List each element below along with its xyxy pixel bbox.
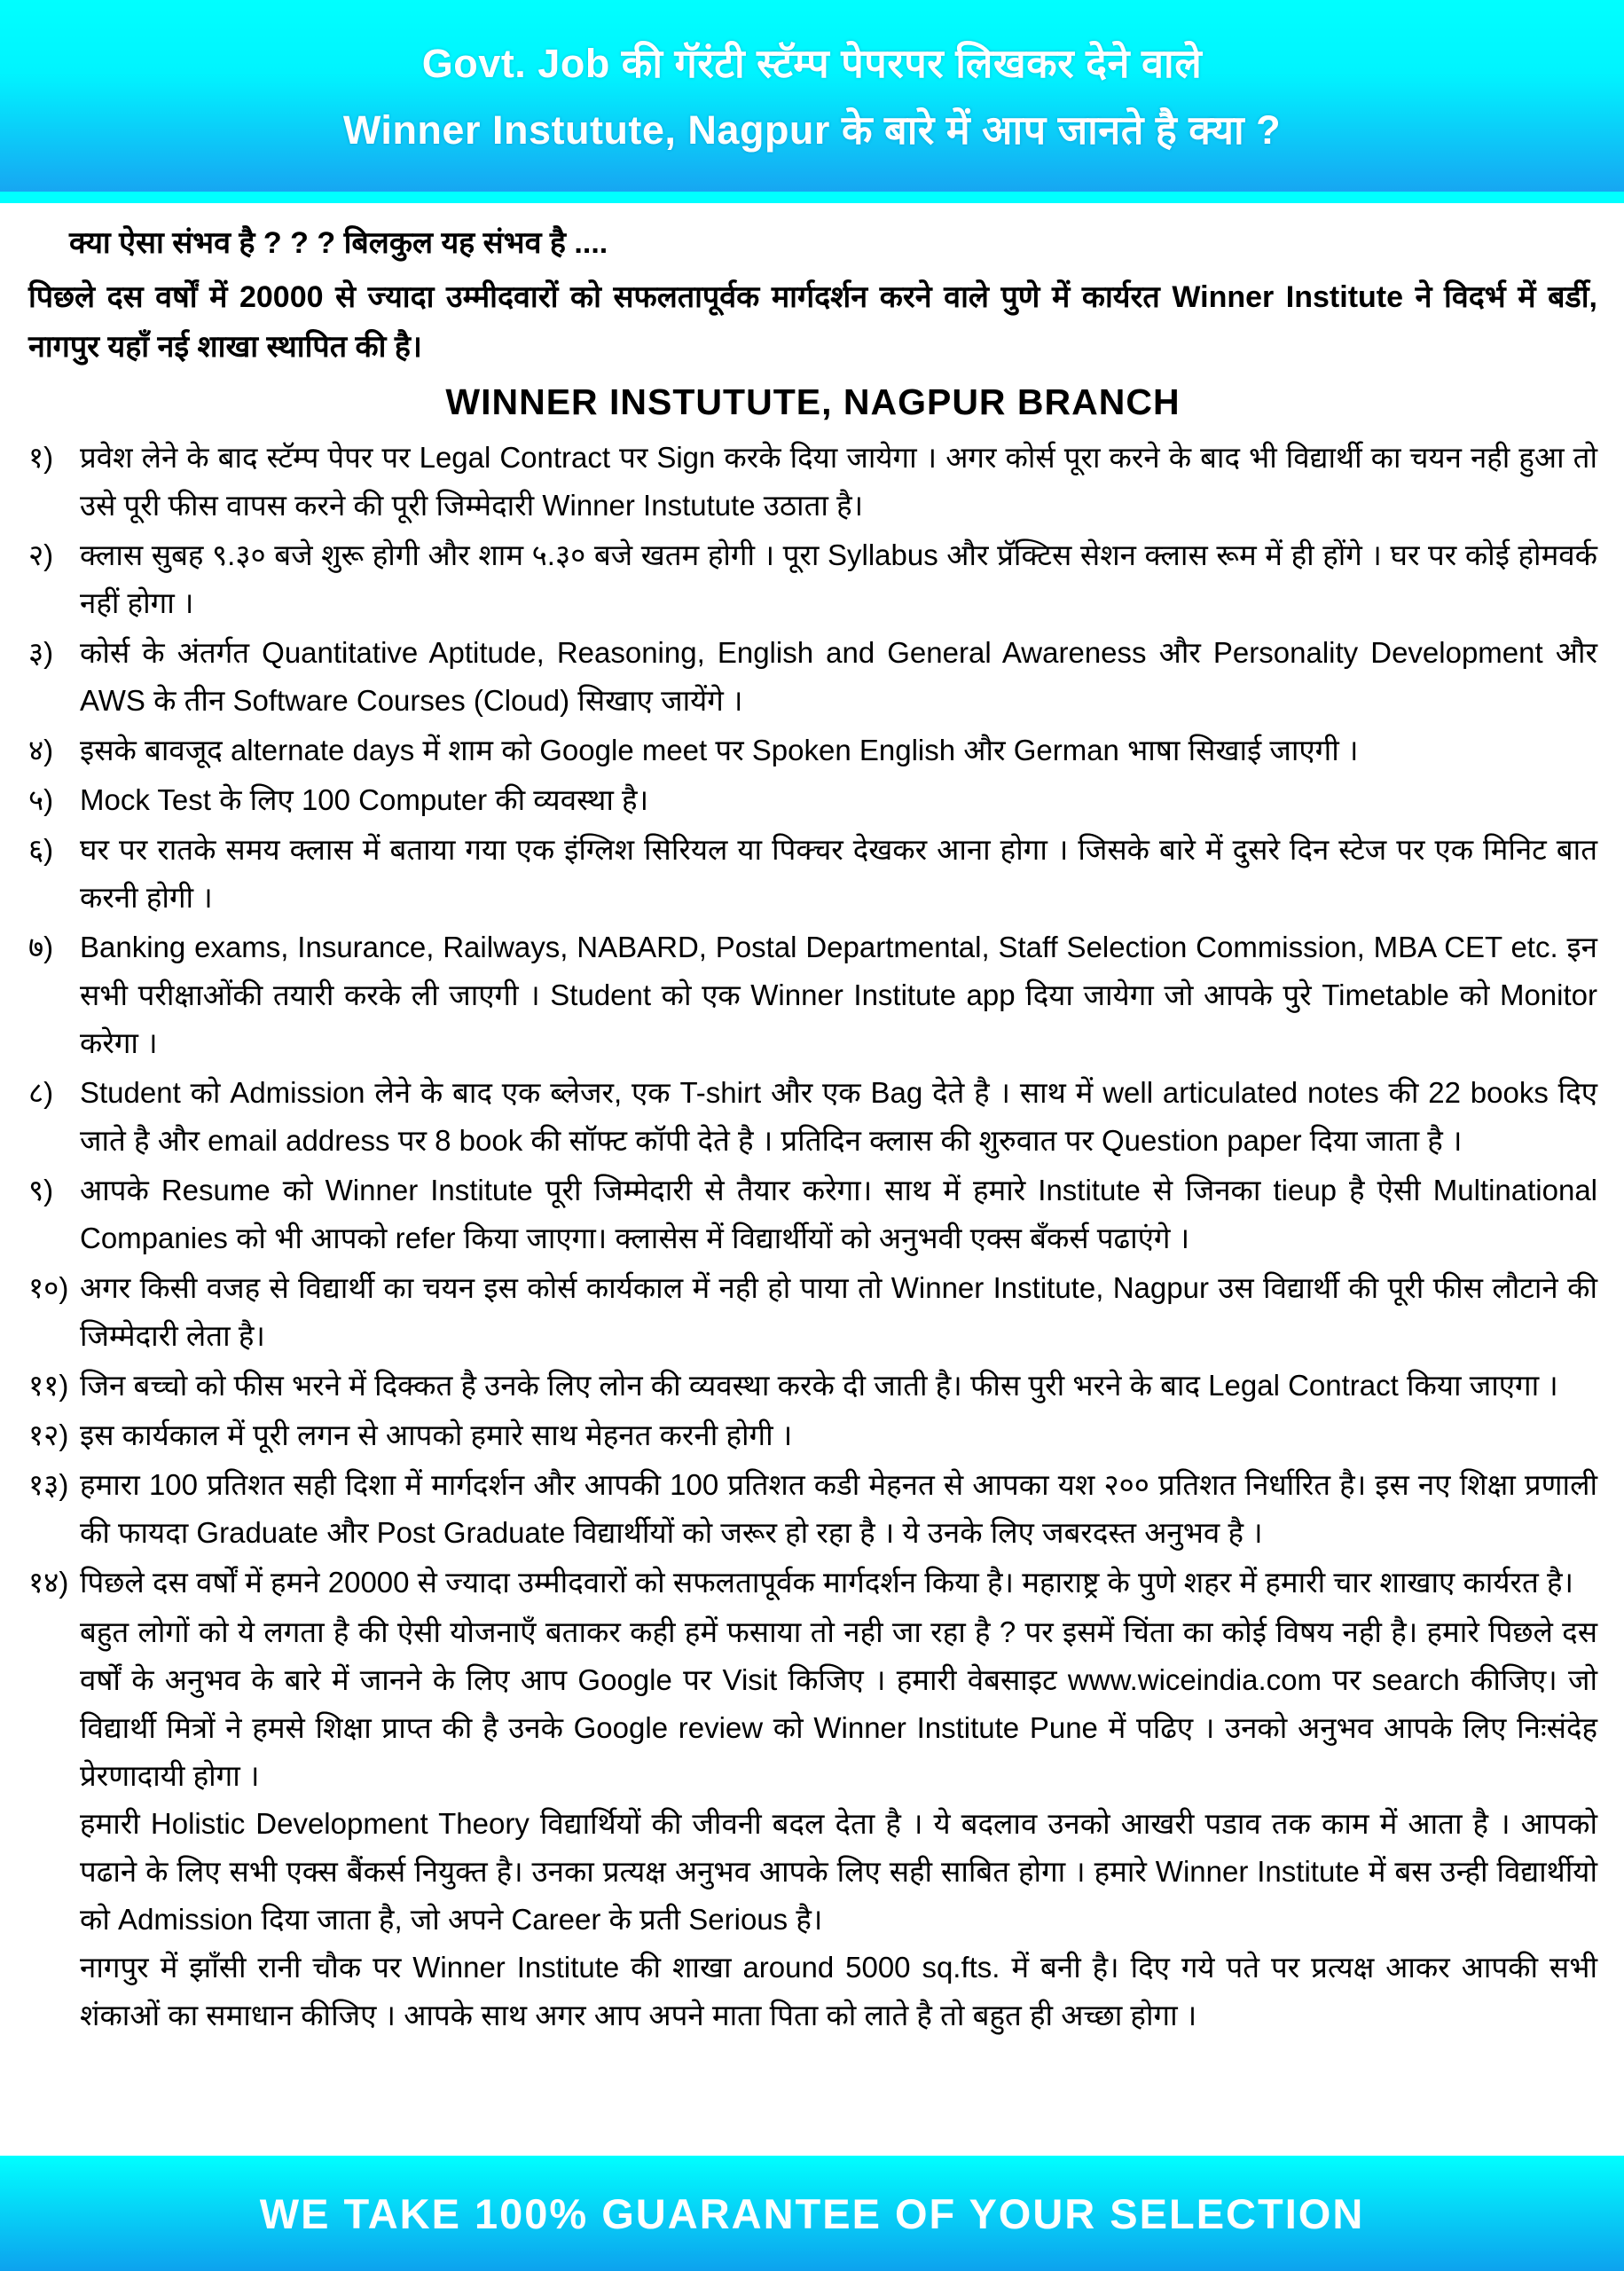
list-item — [28, 434, 1597, 530]
closing-paragraph: नागपुर में झाँसी रानी चौक पर Winner Institute की शाखा around 5000 sq.fts. में बनी है। दिए गये पते पर प्रत्यक्ष आकर आपकी सभी शंकाओं का समाधान कीजिए । आपके साथ अगर आप अपने माता पिता को लाते है तो बहुत ही अच्छा होगा । — [80, 1951, 1597, 2031]
intro-question: क्या ऐसा संभव है ? ? ? बिलकुल यह संभव है .... — [69, 226, 608, 260]
list-item-text: क्लास सुबह ९.३० बजे शुरू होगी और शाम ५.३० बजे खतम होगी । पूरा Syllabus और प्रॅक्टिस सेशन क्लास रूम में ही होंगे । घर पर कोई होमवर्क नहीं होगा । — [80, 538, 1597, 619]
list-item-number: १४) — [28, 1566, 69, 1599]
list-item-number: २) — [28, 538, 54, 571]
list-item — [28, 776, 1597, 824]
list-item-text: इसके बावजूद alternate days में शाम को Google meet पर Spoken English और German भाषा सिखाई जाएगी । — [80, 734, 1359, 766]
list-item — [28, 629, 1597, 725]
list-item-text: Banking exams, Insurance, Railways, NABARD, Postal Departmental, Staff Selection Commission, MBA CET etc. इन सभी परीक्षाओंकी तयारी करके ली जाएगी । Student को एक Winner Institute app दिया जायेगा जो आपके पुरे Timetable को Monitor करेगा । — [80, 931, 1597, 1059]
divider-strip — [0, 192, 1624, 203]
list-item — [28, 531, 1597, 627]
list-item-number: ९) — [28, 1174, 54, 1206]
list-item-text: घर पर रातके समय क्लास में बताया गया एक इंग्लिश सिरियल या पिक्चर देखकर आना होगा । जिसके बारे में दुसरे दिन स्टेज पर एक मिनिट बात करनी होगी । — [80, 833, 1597, 914]
list-item-number: १३) — [28, 1468, 69, 1501]
list-item-number: ७) — [28, 931, 54, 963]
list-item — [28, 923, 1597, 1067]
list-item — [28, 727, 1597, 774]
intro-paragraph: पिछले दस वर्षों में 20000 से ज्यादा उम्मीदवारों को सफलतापूर्वक मार्गदर्शन करने वाले पुणे में कार्यरत Winner Institute ने विदर्भ में बर्डी, नागपुर यहाँ नई शाखा स्थापित की है। — [28, 280, 1597, 364]
banner-title-line2: Winner Instutute, Nagpur के बारे में आप जानते है क्या ? — [342, 107, 1282, 153]
guarantee-slogan: WE TAKE 100% GUARANTEE OF YOUR SELECTION — [259, 2189, 1365, 2237]
closing-paragraph: बहुत लोगों को ये लगता है की ऐसी योजनाएँ बताकर कही हमें फसाया तो नही जा रहा है ? पर इसमें चिंता का कोई विषय नही है। हमारे पिछले दस वर्षों के अनुभव के बारे में जानने के लिए आप Google पर Visit किजिए । हमारी वेबसाइट www.wiceindia.com पर search कीजिए। जो विद्यार्थी मित्रों ने हमसे शिक्षा प्राप्त की है उनके Google review को Winner Institute Pune में पढिए । उनको अनुभव आपके लिए निःसंदेह प्रेरणादायी होगा । — [80, 1615, 1597, 1792]
list-item-text: कोर्स के अंतर्गत Quantitative Aptitude, Reasoning, English and General Awareness और Personality Development और AWS के तीन Software Courses (Cloud) सिखाए जायेंगे । — [80, 636, 1597, 717]
list-item-number: ४) — [28, 734, 54, 766]
numbered-list — [28, 434, 1597, 1607]
list-item — [28, 1559, 1597, 1607]
bottom-banner — [0, 2156, 1624, 2271]
list-item-text: इस कार्यकाल में पूरी लगन से आपको हमारे साथ मेहनत करनी होगी । — [80, 1418, 793, 1451]
top-banner — [0, 0, 1624, 192]
list-item — [28, 1461, 1597, 1557]
closing-paragraph: हमारी Holistic Development Theory विद्यार्थियों की जीवनी बदल देता है । ये बदलाव उनको आखरी पडाव तक काम में आता है । आपको पढाने के लिए सभी एक्स बैंकर्स नियुक्त है। उनका प्रत्यक्ष अनुभव आपके लिए सही साबित होगा । हमारे Winner Institute में बस उन्ही विद्यार्थीयो को Admission दिया जाता है, जो अपने Career के प्रती Serious है। — [80, 1807, 1597, 1936]
list-item-number: १०) — [28, 1271, 69, 1304]
list-item-text: Student को Admission लेने के बाद एक ब्लेजर, एक T-shirt और एक Bag देते है । साथ में well articulated notes की 22 books दिए जाते है और email address पर 8 book की सॉफ्ट कॉपी देते है । प्रतिदिन क्लास की शुरुवात पर Question paper दिया जाता है । — [80, 1076, 1597, 1157]
list-item-text: Mock Test के लिए 100 Computer की व्यवस्था है। — [80, 783, 649, 816]
list-item-number: १) — [28, 441, 54, 474]
list-item — [28, 1362, 1597, 1410]
list-item-text: अगर किसी वजह से विद्यार्थी का चयन इस कोर्स कार्यकाल में नही हो पाया तो Winner Institute, Nagpur उस विद्यार्थी की पूरी फीस लौटाने की जिम्मेदारी लेता है। — [80, 1271, 1597, 1352]
list-item-number: १२) — [28, 1418, 69, 1451]
list-item-number: ८) — [28, 1076, 54, 1109]
banner-title-line1: Govt. Job की गॅरंटी स्टॅम्प पेपरपर लिखकर देने वाले — [421, 41, 1203, 86]
list-item-text: आपके Resume को Winner Institute पूरी जिम्मेदारी से तैयार करेगा। साथ में हमारे Institute से जिनका tieup है ऐसी Multinational Companies को भी आपको refer किया जाएगा। क्लासेस में विद्यार्थीयों को अनुभवी एक्स बँकर्स पढाएंगे । — [80, 1174, 1597, 1254]
list-item — [28, 1411, 1597, 1459]
list-item-text: पिछले दस वर्षों में हमने 20000 से ज्यादा उम्मीदवारों को सफलतापूर्वक मार्गदर्शन किया है। महाराष्ट्र के पुणे शहर में हमारी चार शाखाए कार्यरत है। — [80, 1566, 1573, 1599]
branch-heading: WINNER INSTUTUTE, NAGPUR BRANCH — [445, 381, 1181, 422]
list-item-number: ५) — [28, 783, 54, 816]
list-item — [28, 1264, 1597, 1360]
list-item-text: हमारा 100 प्रतिशत सही दिशा में मार्गदर्शन और आपकी 100 प्रतिशत कडी मेहनत से आपका यश २०० प्रतिशत निर्धारित है। इस नए शिक्षा प्रणाली की फायदा Graduate और Post Graduate विद्यार्थीयों को जरूर हो रहा है । ये उनके लिए जबरदस्त अनुभव है । — [80, 1468, 1597, 1549]
flyer-body — [0, 203, 1624, 2039]
list-item-text: जिन बच्चो को फीस भरने में दिक्कत है उनके लिए लोन की व्यवस्था करके दी जाती है। फीस पुरी भरने के बाद Legal Contract किया जाएगा । — [80, 1369, 1558, 1402]
list-item — [28, 1069, 1597, 1165]
list-item-text: प्रवेश लेने के बाद स्टॅम्प पेपर पर Legal Contract पर Sign करके दिया जायेगा । अगर कोर्स पूरा करने के बाद भी विद्यार्थी का चयन नही हुआ तो उसे पूरी फीस वापस करने की पूरी जिम्मेदारी Winner Instutute उठाता है। — [80, 441, 1597, 522]
list-item — [28, 826, 1597, 922]
list-item-number: ११) — [28, 1369, 69, 1402]
closing-paragraphs — [28, 1608, 1597, 2039]
list-item-number: ६) — [28, 833, 54, 866]
list-item — [28, 1167, 1597, 1262]
list-item-number: ३) — [28, 636, 54, 669]
